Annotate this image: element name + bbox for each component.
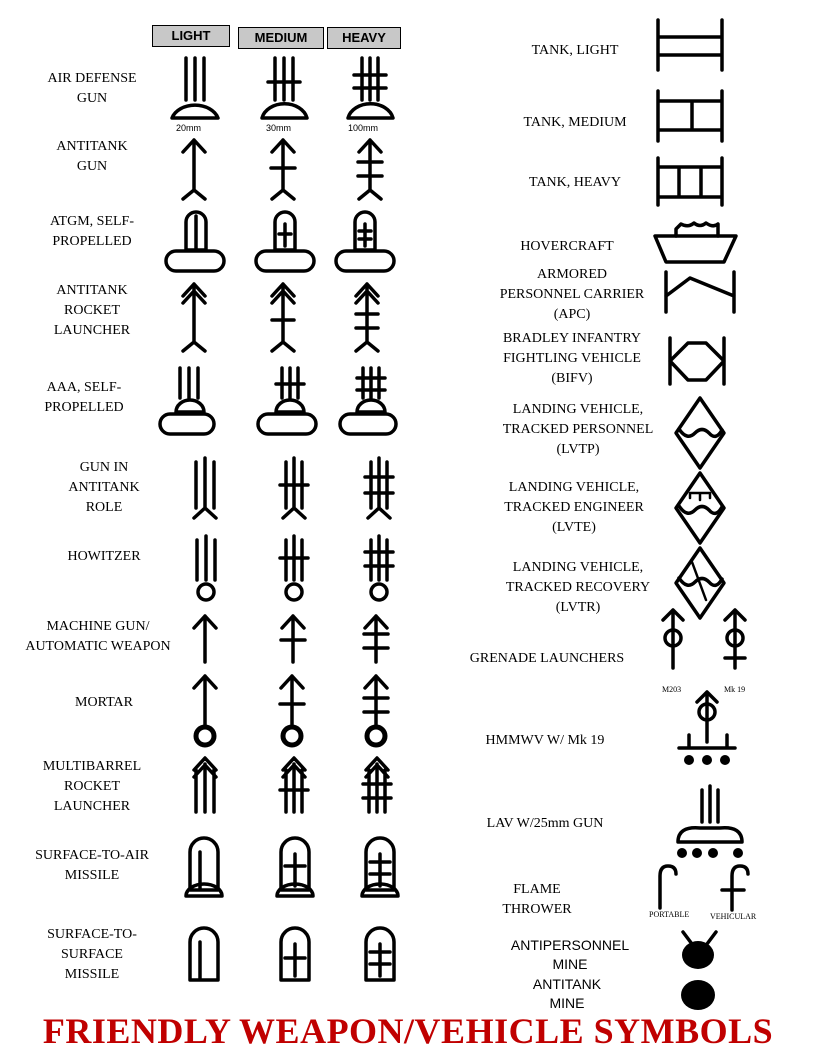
label-lvte: LANDING VEHICLE, TRACKED ENGINEER (LVTE) <box>504 480 644 535</box>
howitzer-heavy-icon <box>365 536 393 600</box>
header-medium: MEDIUM <box>238 27 324 49</box>
label-multibarrel: MULTIBARREL ROCKET LAUNCHER <box>42 759 142 814</box>
flame-portable-icon <box>660 866 676 908</box>
sam-light-icon <box>186 838 222 896</box>
machine-gun-medium-icon <box>281 616 305 662</box>
label-mortar: MORTAR <box>75 695 133 710</box>
label-portable: PORTABLE <box>649 910 690 919</box>
at-rocket-launcher-light-icon <box>183 284 205 351</box>
label-air-defense-gun: AIR DEFENSE GUN <box>47 71 137 106</box>
gun-at-role-medium-icon <box>280 458 308 518</box>
label-howitzer: HOWITZER <box>67 549 141 564</box>
atgm-sp-light-icon <box>166 212 224 271</box>
tank-heavy-icon <box>658 158 722 205</box>
atgm-sp-heavy-icon <box>336 212 394 271</box>
antitank-gun-heavy-icon <box>358 140 382 199</box>
header-light: LIGHT <box>152 25 230 47</box>
label-at-rocket-launcher: ANTITANK ROCKET LAUNCHER <box>53 283 131 338</box>
label-apc: ARMORED PERSONNEL CARRIER (APC) <box>499 267 645 322</box>
label-machine-gun: MACHINE GUN/ AUTOMATIC WEAPON <box>25 619 171 654</box>
label-m203: M203 <box>662 685 682 694</box>
page-title: FRIENDLY WEAPON/VEHICLE SYMBOLS <box>42 1011 774 1051</box>
label-lav: LAV W/25mm GUN <box>486 816 604 831</box>
at-rocket-launcher-medium-icon <box>272 284 294 351</box>
label-sam: SURFACE-TO-AIR MISSILE <box>35 848 149 883</box>
label-at-mine: ANTITANK MINE <box>532 976 602 1011</box>
sam-heavy-icon <box>362 838 398 896</box>
mortar-heavy-icon <box>364 676 388 745</box>
header-heavy: HEAVY <box>327 27 401 49</box>
machine-gun-light-icon <box>194 616 216 662</box>
bifv-icon <box>670 338 724 384</box>
sam-medium-icon <box>277 838 313 896</box>
aaa-sp-light-icon <box>160 368 214 434</box>
atgm-sp-medium-icon <box>256 212 314 271</box>
hovercraft-icon <box>655 223 736 262</box>
label-gun-at-role: GUN IN ANTITANK ROLE <box>68 460 140 515</box>
aaa-sp-heavy-icon <box>340 368 396 434</box>
label-mk19: Mk 19 <box>724 685 746 694</box>
label-aaa-sp: AAA, SELF- PROPELLED <box>44 380 124 415</box>
howitzer-light-icon <box>197 536 215 600</box>
ssm-medium-icon <box>281 928 309 980</box>
lav-icon <box>677 786 743 858</box>
antitank-mine-icon <box>681 980 715 1010</box>
label-bifv: BRADLEY INFANTRY FIGHTLING VEHICLE (BIFV) <box>502 331 642 386</box>
antitank-gun-medium-icon <box>271 140 295 199</box>
caliber-medium: 30mm <box>266 123 292 133</box>
caliber-light: 20mm <box>176 123 202 133</box>
antitank-gun-light-icon <box>183 140 205 199</box>
apc-icon <box>666 272 734 312</box>
flame-vehicular-icon <box>722 866 748 910</box>
label-vehicular: VEHICULAR <box>710 912 757 921</box>
mortar-medium-icon <box>280 676 304 745</box>
multibarrel-heavy-icon <box>363 758 391 812</box>
gun-at-role-light-icon <box>194 458 216 518</box>
tank-medium-icon <box>658 91 722 141</box>
lvtp-icon <box>676 398 724 468</box>
multibarrel-light-icon <box>194 758 216 812</box>
grenade-mk19-icon <box>725 610 745 668</box>
label-antitank-gun: ANTITANK GUN <box>56 139 128 174</box>
lvtr-icon <box>676 548 724 618</box>
multibarrel-medium-icon <box>280 758 308 812</box>
label-tank-heavy: TANK, HEAVY <box>529 175 621 190</box>
hmmwv-icon <box>679 692 735 765</box>
label-lvtp: LANDING VEHICLE, TRACKED PERSONNEL (LVTP) <box>502 402 654 457</box>
label-tank-medium: TANK, MEDIUM <box>523 115 627 130</box>
aaa-sp-medium-icon <box>258 368 316 434</box>
lvte-icon <box>676 473 724 543</box>
ssm-light-icon <box>190 928 218 980</box>
label-lvtr: LANDING VEHICLE, TRACKED RECOVERY (LVTR) <box>505 560 651 615</box>
mortar-light-icon <box>194 676 216 745</box>
ssm-heavy-icon <box>366 928 394 980</box>
label-ap-mine: ANTIPERSONNEL MINE <box>510 937 630 972</box>
air-defense-gun-heavy-icon <box>348 58 393 118</box>
label-ssm: SURFACE-TO- SURFACE MISSILE <box>47 927 137 982</box>
grenade-m203-icon <box>663 610 683 668</box>
howitzer-medium-icon <box>280 536 308 600</box>
label-tank-light: TANK, LIGHT <box>531 43 619 58</box>
label-hmmwv: HMMWV W/ Mk 19 <box>485 733 605 748</box>
at-rocket-launcher-heavy-icon <box>356 284 378 351</box>
air-defense-gun-medium-icon <box>262 58 307 118</box>
label-grenade: GRENADE LAUNCHERS <box>469 651 625 666</box>
caliber-heavy: 100mm <box>348 123 379 133</box>
label-hovercraft: HOVERCRAFT <box>520 239 614 254</box>
label-atgm-sp: ATGM, SELF- PROPELLED <box>49 214 134 249</box>
machine-gun-heavy-icon <box>364 616 388 662</box>
antipersonnel-mine-icon <box>682 932 716 969</box>
tank-light-icon <box>658 20 722 70</box>
gun-at-role-heavy-icon <box>365 458 393 518</box>
air-defense-gun-light-icon <box>172 58 218 118</box>
label-flame: FLAME THROWER <box>502 882 572 917</box>
